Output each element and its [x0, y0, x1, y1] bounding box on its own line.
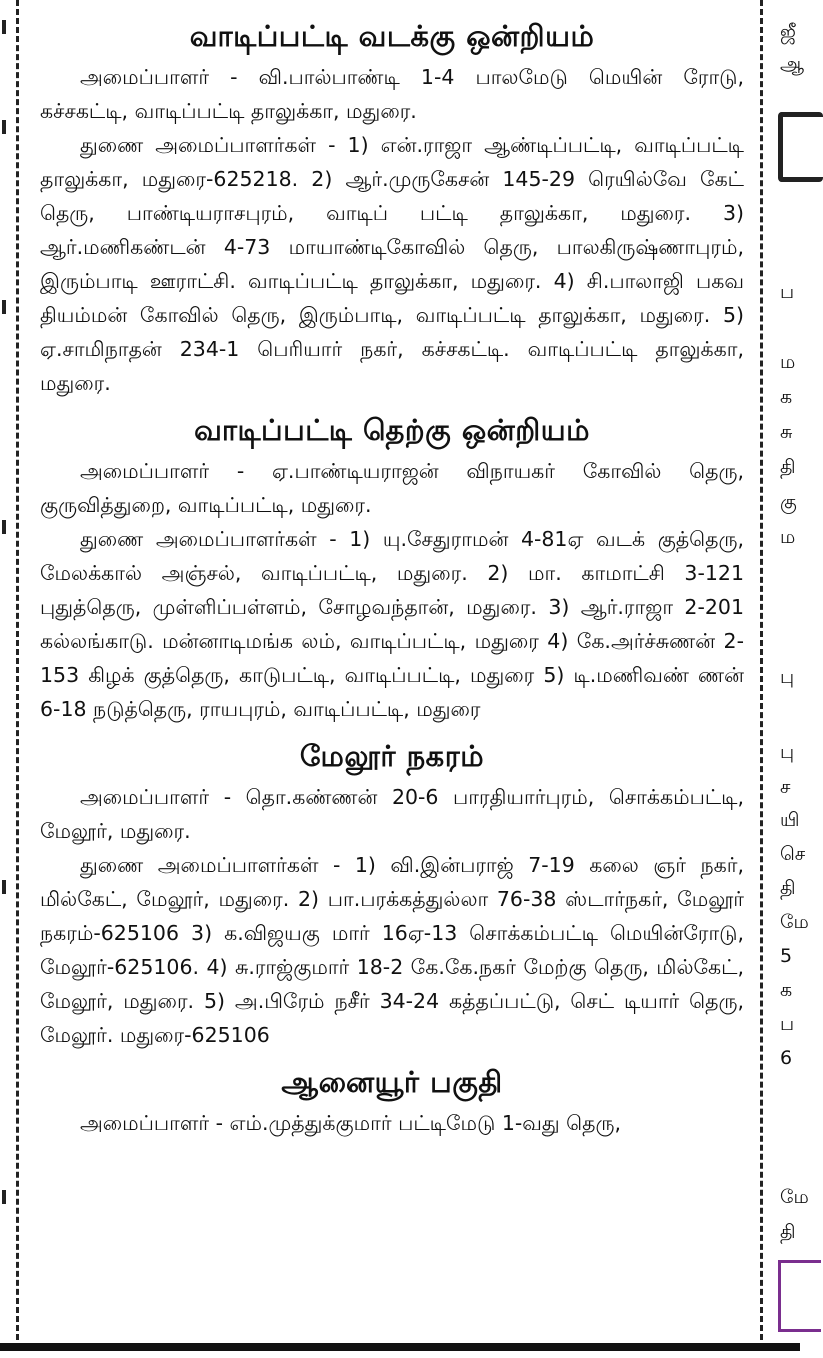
- text-fragment: தி: [780, 877, 796, 899]
- section-title: ஆனையூர் பகுதி: [281, 1065, 503, 1099]
- section-title: வாடிப்பட்டி தெற்கு ஒன்றியம்: [194, 413, 590, 447]
- section-title: மேலூர் நகரம்: [299, 739, 485, 773]
- text-fragment: யி: [780, 809, 800, 831]
- text-fragment: கு: [780, 491, 797, 513]
- deputy-organizers-paragraph: துணை அமைப்பாளர்கள் - 1) யு.சேதுராமன் 4-81ஏ வடக் குத்தெரு, மேலக்கால் அஞ்சல், வாடிப்பட்டி, மதுரை. 2) மா. காமாட்சி 3-121 புதுத்தெரு, முள்ளிப்பள்ளம், சோழவந்தான், மதுரை. 3) ஆர்.ராஜா 2-201 கல்லங்காடு. மன்னாடிமங்க லம், வாடிப்பட்டி, மதுரை 4) கே.அர்ச்சுணன் 2-153 கிழக் குத்தெரு, காடுபட்டி, வாடிப்பட்டி, மதுரை 5) டி.மணிவண் ணன் 6-18 நடுத்தெரு, ராயபுரம், வாடிப்பட்டி, மதுரை: [40, 527, 744, 721]
- text-fragment: மே: [780, 911, 809, 933]
- organizer-paragraph: அமைப்பாளர் - ஏ.பாண்டியராஜன் விநாயகர் கோவில் தெரு, குருவித்துறை, வாடிப்பட்டி, மதுரை.: [40, 459, 744, 517]
- section-vadipatti-south: [40, 408, 744, 726]
- text-fragment: 6: [780, 1047, 793, 1069]
- boxed-fragment: [778, 112, 823, 182]
- left-column-divider: [16, 0, 19, 1340]
- adjacent-column-fragment: [772, 0, 809, 1340]
- text-fragment: ஆ: [780, 53, 805, 75]
- text-fragment: 5: [780, 945, 793, 967]
- text-fragment: பு: [780, 666, 795, 688]
- text-fragment: தி: [780, 456, 796, 478]
- section-anaiyur-area: [40, 1060, 744, 1140]
- section-title: வாடிப்பட்டி வடக்கு ஒன்றியம்: [189, 19, 595, 53]
- text-fragment: ம: [780, 351, 796, 373]
- deputy-organizers-paragraph: துணை அமைப்பாளர்கள் - 1) வி.இன்பராஜ் 7-19 கலை ஞர் நகர், மில்கேட், மேலூர், மதுரை. 2) பா.பரக்கத்துல்லா 76-38 ஸ்டார்நகர், மேலூர் நகரம்-625106 3) க.விஜயகு மார் 16ஏ-13 சொக்கம்பட்டி மெயின்ரோடு, மேலூர்-625106. 4) சு.ராஜ்குமார் 18-2 கே.கே.நகர் மேற்கு தெரு, மில்கேட், மேலூர், மதுரை. 5) அ.பிரேம் நசீர் 34-24 கத்தப்பட்டு, செட் டியார் தெரு, மேலூர். மதுரை-625106: [40, 853, 744, 1047]
- left-column-edge: [0, 0, 14, 1340]
- organizer-paragraph: அமைப்பாளர் - வி.பால்பாண்டி 1-4 பாலமேடு மெயின் ரோடு, கச்சகட்டி, வாடிப்பட்டி தாலுக்கா, மதுரை.: [40, 65, 744, 123]
- purple-boxed-fragment: [778, 1260, 821, 1332]
- bottom-rule: [0, 1343, 800, 1351]
- text-fragment: தி: [780, 1221, 796, 1243]
- text-fragment: சு: [780, 421, 793, 443]
- right-column-divider: [760, 0, 763, 1340]
- section-melur-town: [40, 734, 744, 1052]
- text-fragment: செ: [780, 843, 806, 865]
- deputy-organizers-paragraph: துணை அமைப்பாளர்கள் - 1) என்.ராஜா ஆண்டிப்பட்டி, வாடிப்பட்டி தாலுக்கா, மதுரை-625218. 2) ஆர்.முருகேசன் 145-29 ரெயில்வே கேட் தெரு, பாண்டியராசபுரம், வாடிப் பட்டி தாலுக்கா, மதுரை. 3) ஆர்.மணிகண்டன் 4-73 மாயாண்டிகோவில் தெரு, பாலகிருஷ்ணாபுரம், இரும்பாடி ஊராட்சி. வாடிப்பட்டி தாலுக்கா, மதுரை. 4) சி.பாலாஜி பகவ தியம்மன் கோவில் தெரு, இரும்பாடி, வாடிப்பட்டி தாலுக்கா, மதுரை. 5) ஏ.சாமிநாதன் 234-1 பெரியார் நகர், கச்சகட்டி. வாடிப்பட்டி தாலுக்கா, மதுரை.: [40, 133, 744, 395]
- text-fragment: ஜீ: [780, 21, 796, 43]
- section-vadipatti-north: [40, 14, 744, 400]
- text-fragment: ம: [780, 526, 796, 548]
- text-fragment: ப: [780, 281, 795, 303]
- text-fragment: க: [780, 386, 793, 408]
- text-fragment: மே: [780, 1186, 809, 1208]
- main-article-column: [40, 8, 744, 1148]
- text-fragment: க: [780, 979, 793, 1001]
- organizer-paragraph: அமைப்பாளர் - எம்.முத்துக்குமார் பட்டிமேடு 1-வது தெரு,: [80, 1111, 622, 1135]
- organizer-paragraph: அமைப்பாளர் - தொ.கண்ணன் 20-6 பாரதியார்புரம், சொக்கம்பட்டி, மேலூர், மதுரை.: [40, 785, 744, 843]
- text-fragment: ச: [780, 776, 791, 798]
- text-fragment: ப: [780, 1013, 795, 1035]
- text-fragment: பு: [780, 741, 795, 763]
